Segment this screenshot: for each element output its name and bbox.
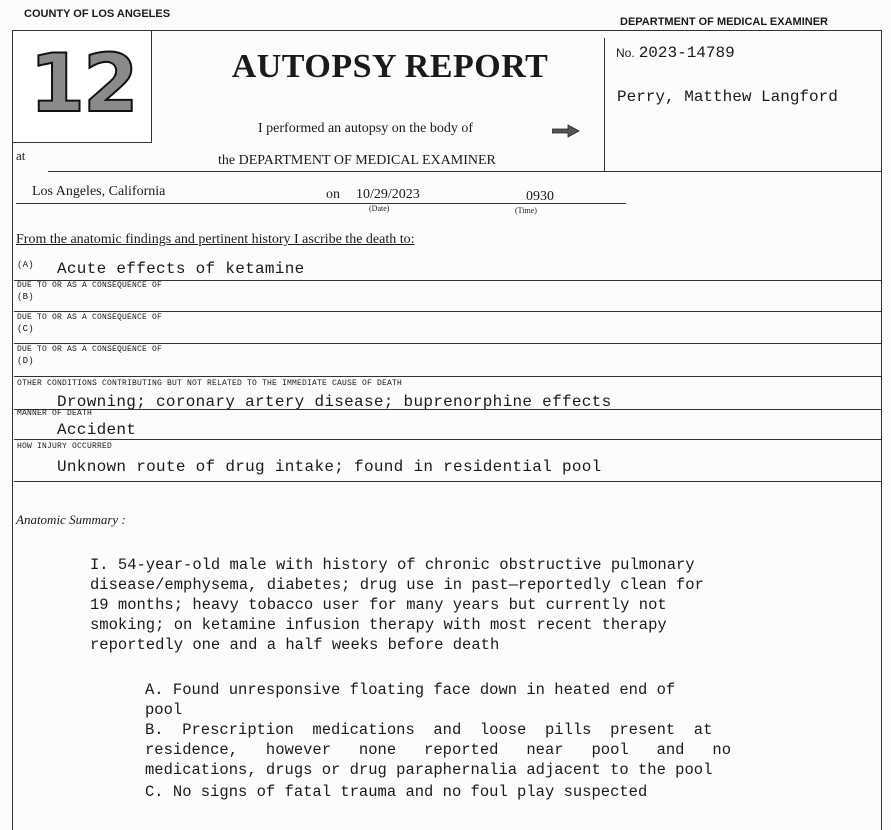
cause-c-label: (C) [17, 324, 34, 334]
autopsy-date: 10/29/2023 [356, 187, 420, 202]
summary-item-1: I. 54-year-old male with history of chronic obstructive pulmonary disease/emphysema, diabetes; drug use in past—reportedly clean for 19 months; heavy tobacco user for many years but currently not smoking; on ketamine infusion therapy with most recent therapy reportedly one and a half weeks before death [90, 556, 704, 654]
department-header: DEPARTMENT OF MEDICAL EXAMINER [620, 16, 828, 28]
other-conditions-underline [14, 409, 882, 410]
how-injury-label: HOW INJURY OCCURRED [17, 442, 113, 451]
other-conditions-label: OTHER CONDITIONS CONTRIBUTING BUT NOT RELATED TO THE IMMEDIATE CAUSE OF DEATH [17, 379, 403, 388]
location: Los Angeles, California [32, 184, 166, 199]
form-number-box [12, 30, 152, 143]
decedent-name: Perry, Matthew Langford [617, 88, 838, 106]
at-label: at [16, 148, 26, 163]
at-location: the DEPARTMENT OF MEDICAL EXAMINER [218, 153, 496, 168]
manner-value: Accident [57, 421, 137, 439]
time-caption: (Time) [515, 206, 537, 215]
on-label: on [326, 187, 340, 202]
manner-label: MANNER OF DEATH [17, 409, 93, 418]
autopsy-time: 0930 [526, 189, 554, 204]
county-header: COUNTY OF LOS ANGELES [24, 8, 171, 20]
date-caption: (Date) [369, 204, 390, 213]
report-title: AUTOPSY REPORT [231, 48, 549, 85]
anatomic-summary-heading: Anatomic Summary : [16, 512, 126, 527]
case-number-label: No. [616, 46, 635, 60]
arrow-right-icon [552, 124, 580, 138]
cause-c-underline [14, 343, 882, 344]
cause-d-consequence: DUE TO OR AS A CONSEQUENCE OF [17, 345, 163, 354]
other-conditions-value: Drowning; coronary artery disease; buprenorphine effects [57, 393, 612, 411]
ascribe-statement: From the anatomic findings and pertinent history I ascribe the death to: [16, 232, 415, 247]
cause-b-label: (B) [17, 292, 34, 302]
summary-item-a: A. Found unresponsive floating face down in heated end of pool [145, 681, 676, 719]
at-underline [48, 171, 604, 172]
date-underline [16, 203, 626, 204]
cause-a-value: Acute effects of ketamine [57, 260, 305, 278]
cause-a-label: (A) [17, 260, 34, 270]
how-injury-underline [14, 481, 882, 482]
cause-c-consequence: DUE TO OR AS A CONSEQUENCE OF [17, 313, 163, 322]
summary-item-b: B. Prescription medications and loose pills present at residence, however none reported near pool and no medications, drugs or drug paraphernalia adjacent to the pool [145, 721, 731, 779]
cause-b-underline [14, 311, 882, 312]
cause-d-underline [14, 376, 882, 377]
how-injury-value: Unknown route of drug intake; found in residential pool [57, 458, 602, 476]
form-number: 12 [29, 37, 137, 130]
manner-underline [14, 439, 882, 440]
cause-b-consequence: DUE TO OR AS A CONSEQUENCE OF [17, 281, 163, 290]
case-number: 2023-14789 [638, 44, 735, 62]
summary-item-c: C. No signs of fatal trauma and no foul play suspected [145, 783, 648, 801]
performed-text: I performed an autopsy on the body of [258, 121, 473, 136]
cause-d-label: (D) [17, 356, 34, 366]
case-number-row [616, 44, 735, 62]
